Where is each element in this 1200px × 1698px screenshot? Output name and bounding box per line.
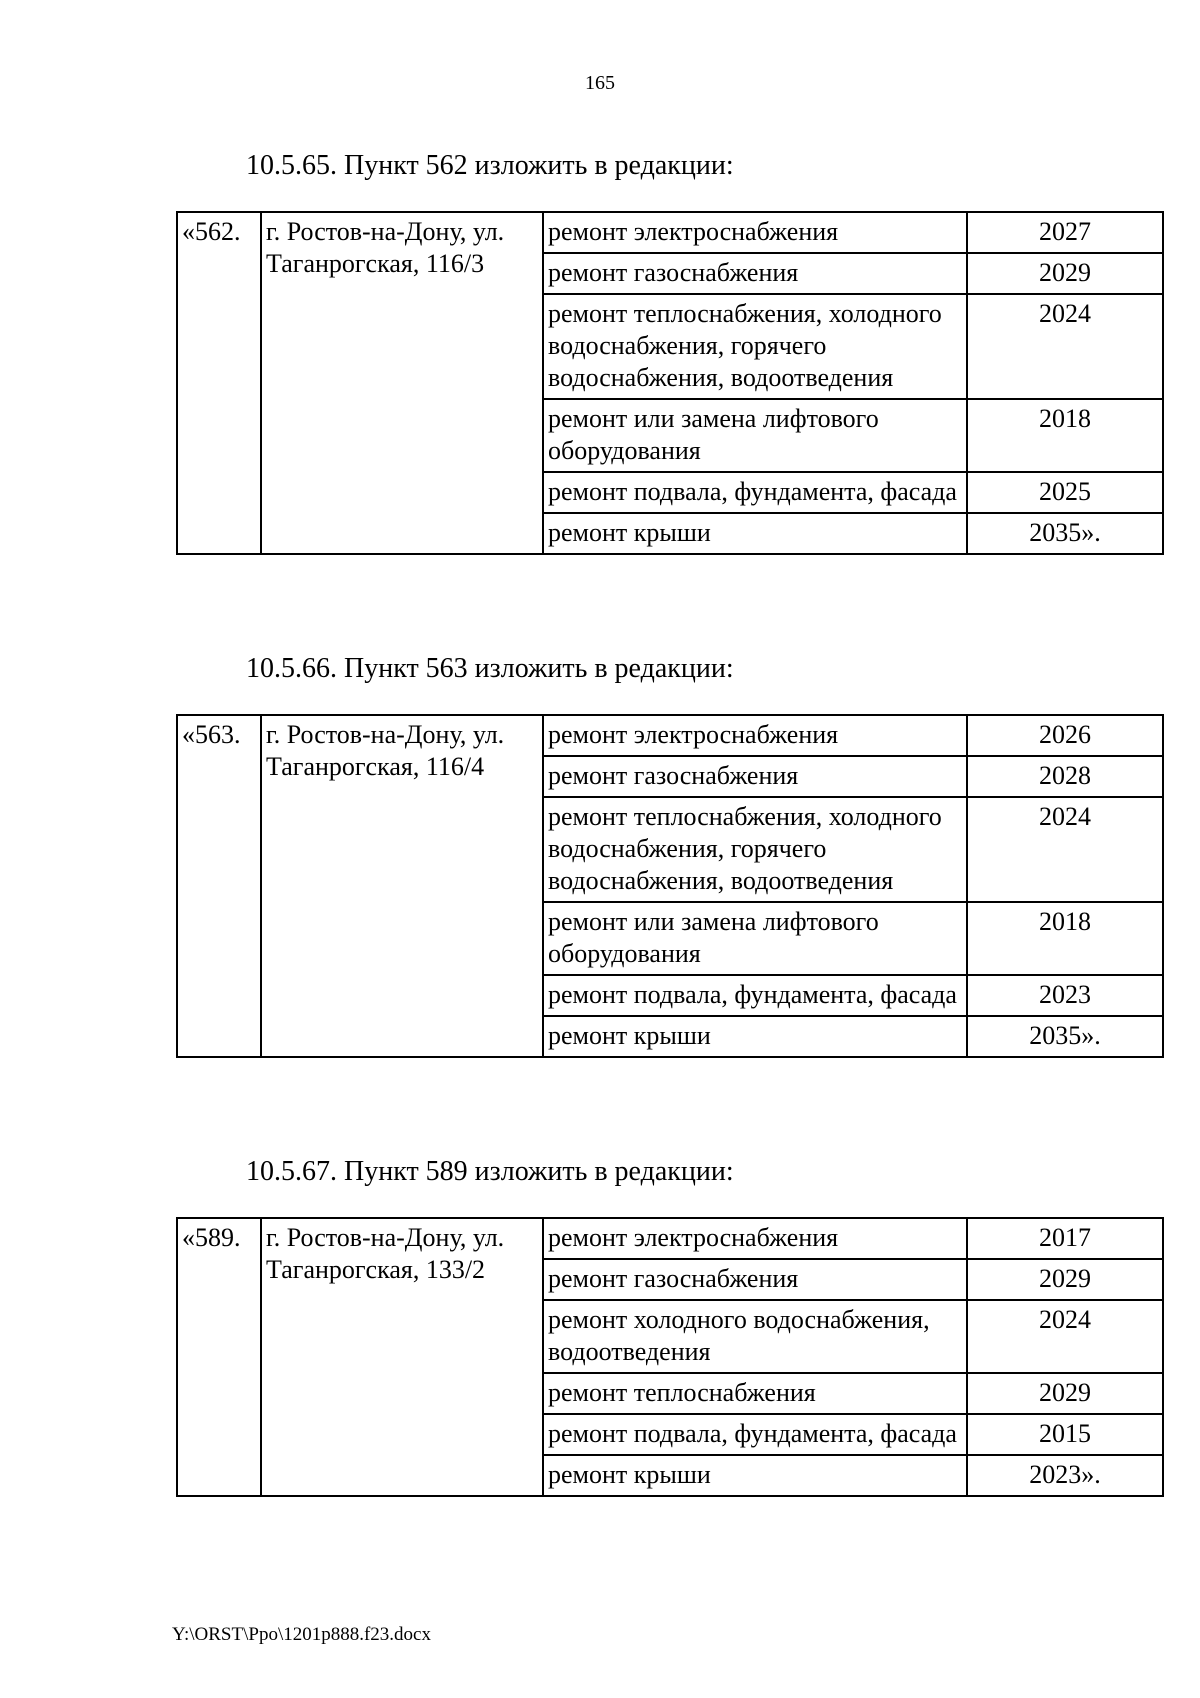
year-cell: 2028: [967, 756, 1163, 797]
amendment-table: [176, 714, 1164, 1058]
year-cell: 2029: [967, 1373, 1163, 1414]
year-cell: 2024: [967, 797, 1163, 902]
work-cell: ремонт крыши: [543, 1455, 967, 1496]
year-cell: 2023».: [967, 1455, 1163, 1496]
work-cell: ремонт подвала, фундамента, фасада: [543, 975, 967, 1016]
work-cell: ремонт теплоснабжения, холодного водоснабжения, горячего водоснабжения, водоотведения: [543, 797, 967, 902]
year-cell: 2035».: [967, 1016, 1163, 1057]
page-number: 165: [585, 72, 615, 94]
work-cell: ремонт или замена лифтового оборудования: [543, 902, 967, 975]
address-cell: г. Ростов-на-Дону, ул. Таганрогская, 133/2: [261, 1218, 543, 1496]
work-cell: ремонт электроснабжения: [543, 1218, 967, 1259]
item-number: «563.: [177, 715, 261, 1057]
year-cell: 2026: [967, 715, 1163, 756]
year-cell: 2027: [967, 212, 1163, 253]
year-cell: 2029: [967, 253, 1163, 294]
work-cell: ремонт подвала, фундамента, фасада: [543, 472, 967, 513]
year-cell: 2035».: [967, 513, 1163, 554]
year-cell: 2015: [967, 1414, 1163, 1455]
year-cell: 2025: [967, 472, 1163, 513]
work-cell: ремонт или замена лифтового оборудования: [543, 399, 967, 472]
item-number: «562.: [177, 212, 261, 554]
table-row: [177, 715, 1163, 756]
year-cell: 2018: [967, 902, 1163, 975]
work-cell: ремонт холодного водоснабжения, водоотведения: [543, 1300, 967, 1373]
address-cell: г. Ростов-на-Дону, ул. Таганрогская, 116/4: [261, 715, 543, 1057]
section-heading: 10.5.67. Пункт 589 изложить в редакции:: [246, 1156, 734, 1187]
work-cell: ремонт крыши: [543, 1016, 967, 1057]
section-heading: 10.5.65. Пункт 562 изложить в редакции:: [246, 150, 734, 181]
year-cell: 2029: [967, 1259, 1163, 1300]
table-row: [177, 212, 1163, 253]
year-cell: 2024: [967, 1300, 1163, 1373]
year-cell: 2024: [967, 294, 1163, 399]
work-cell: ремонт электроснабжения: [543, 212, 967, 253]
year-cell: 2023: [967, 975, 1163, 1016]
amendment-table: [176, 211, 1164, 555]
item-number: «589.: [177, 1218, 261, 1496]
work-cell: ремонт подвала, фундамента, фасада: [543, 1414, 967, 1455]
work-cell: ремонт теплоснабжения: [543, 1373, 967, 1414]
table-row: [177, 1218, 1163, 1259]
work-cell: ремонт теплоснабжения, холодного водоснабжения, горячего водоснабжения, водоотведения: [543, 294, 967, 399]
year-cell: 2017: [967, 1218, 1163, 1259]
year-cell: 2018: [967, 399, 1163, 472]
amendment-table: [176, 1217, 1164, 1497]
work-cell: ремонт электроснабжения: [543, 715, 967, 756]
address-cell: г. Ростов-на-Дону, ул. Таганрогская, 116/3: [261, 212, 543, 554]
section-heading: 10.5.66. Пункт 563 изложить в редакции:: [246, 653, 734, 684]
work-cell: ремонт крыши: [543, 513, 967, 554]
file-path-footer: Y:\ORST\Ppo\1201p888.f23.docx: [172, 1624, 431, 1645]
work-cell: ремонт газоснабжения: [543, 1259, 967, 1300]
work-cell: ремонт газоснабжения: [543, 253, 967, 294]
work-cell: ремонт газоснабжения: [543, 756, 967, 797]
